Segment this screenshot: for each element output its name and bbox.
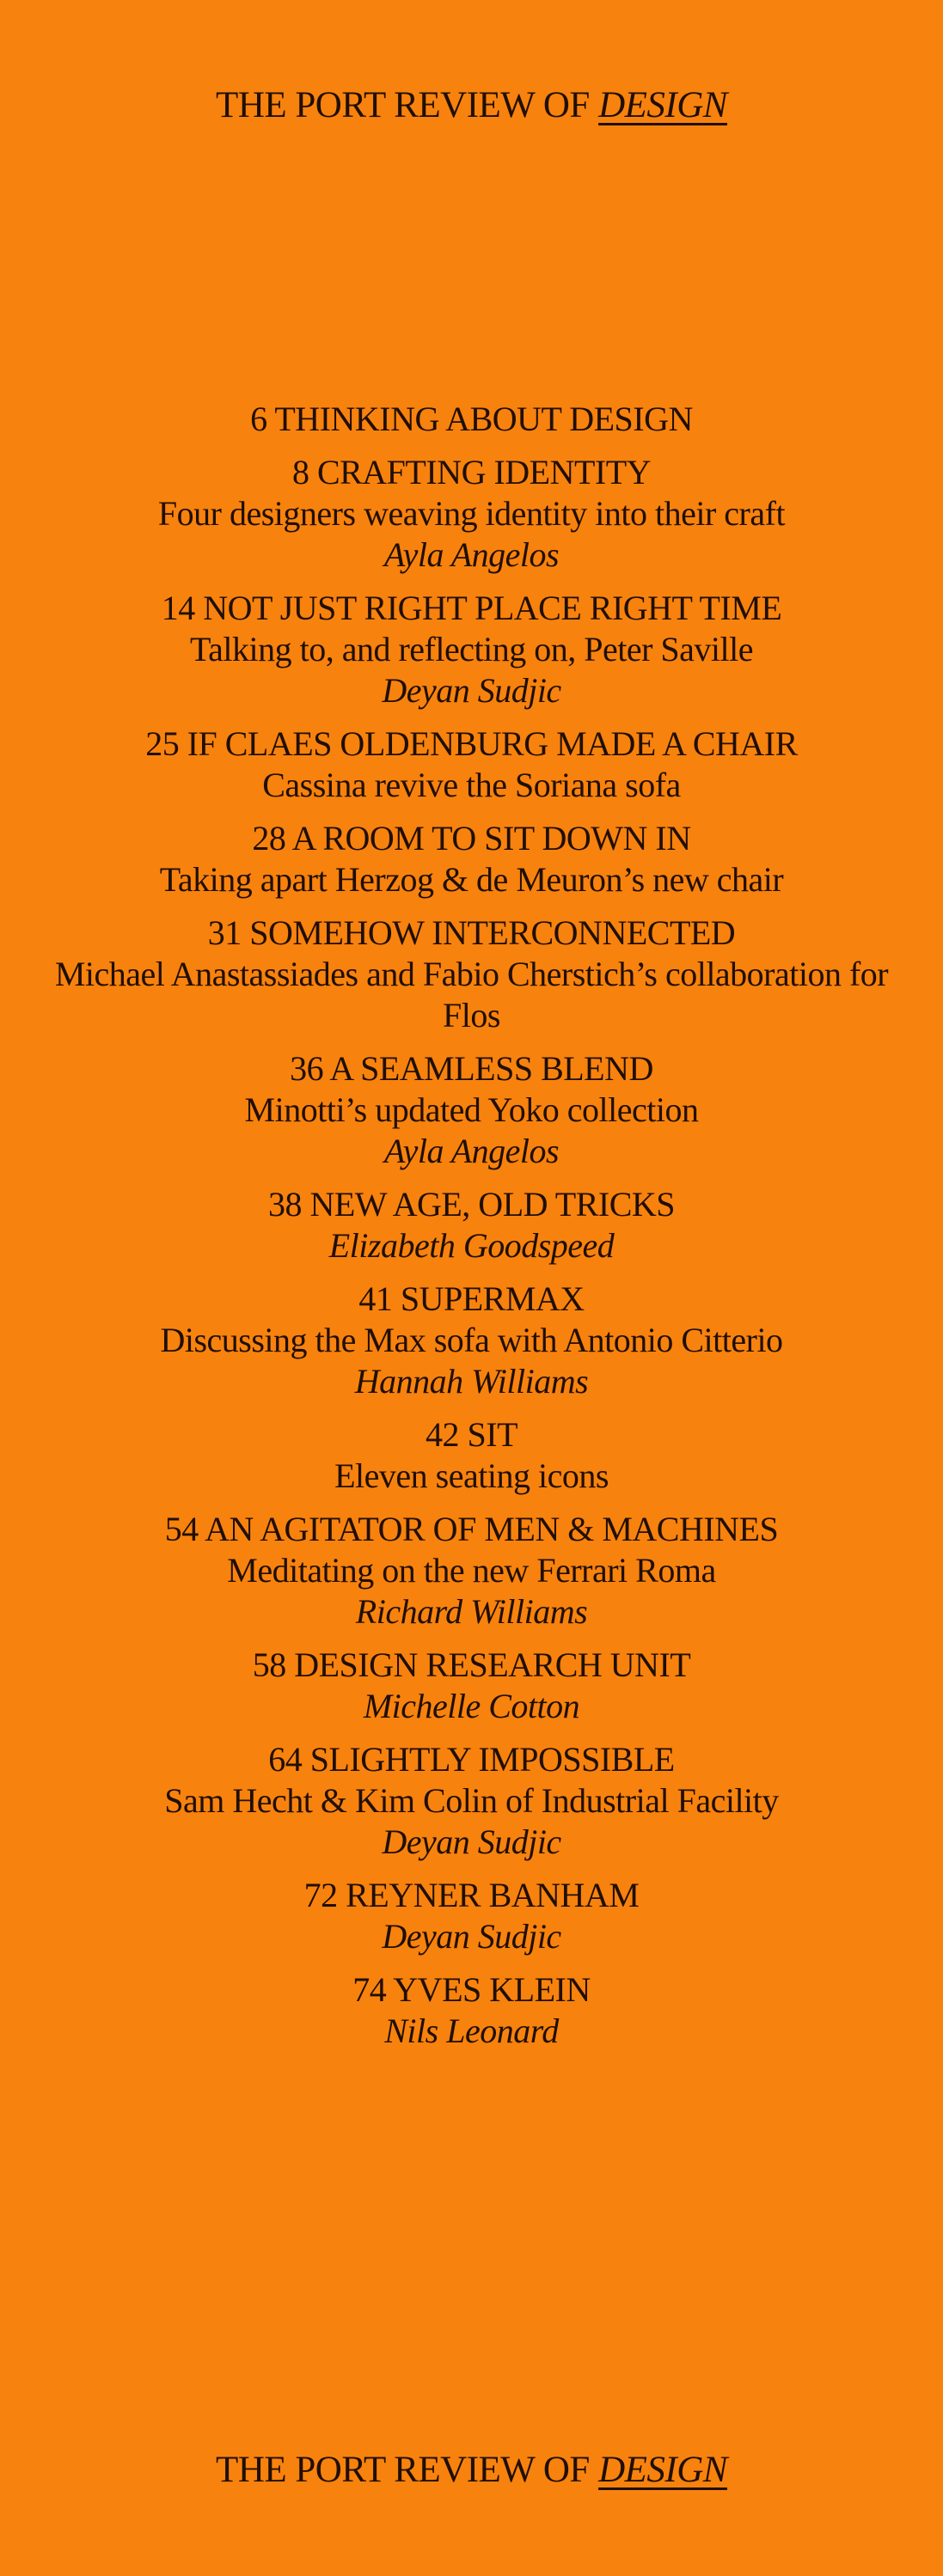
entry-page-number: 58 bbox=[252, 1645, 286, 1684]
entry-heading bbox=[51, 1509, 893, 1550]
entry-page-number: 36 bbox=[290, 1049, 324, 1088]
toc-entry bbox=[51, 1184, 893, 1267]
toc-entry bbox=[51, 723, 893, 806]
entry-page-number: 74 bbox=[352, 1970, 387, 2009]
entry-heading bbox=[51, 1048, 893, 1090]
entry-heading bbox=[51, 588, 893, 629]
entry-heading bbox=[51, 1414, 893, 1456]
entry-title: AN AGITATOR OF MEN & MACHINES bbox=[205, 1510, 779, 1548]
entry-title: IF CLAES OLDENBURG MADE A CHAIR bbox=[187, 724, 798, 763]
entry-description: Minotti’s updated Yoko collection bbox=[244, 1090, 699, 1129]
entry-page-number: 64 bbox=[268, 1740, 303, 1779]
entry-author: Nils Leonard bbox=[384, 2011, 559, 2050]
header-design-link[interactable]: DESIGN bbox=[598, 85, 727, 125]
toc-entry bbox=[51, 1048, 893, 1172]
entry-heading bbox=[51, 452, 893, 493]
toc-entry bbox=[51, 1645, 893, 1727]
entry-description: Four designers weaving identity into their craft bbox=[157, 494, 786, 533]
entry-author: Ayla Angelos bbox=[383, 1132, 560, 1170]
entry-title: SLIGHTLY IMPOSSIBLE bbox=[309, 1740, 675, 1779]
entry-page-number: 41 bbox=[358, 1279, 393, 1318]
page-footer bbox=[0, 2451, 943, 2488]
entry-title: YVES KLEIN bbox=[393, 1970, 591, 2009]
entry-title: THINKING ABOUT DESIGN bbox=[274, 400, 693, 438]
entry-author: Elizabeth Goodspeed bbox=[328, 1226, 615, 1265]
entry-page-number: 31 bbox=[207, 913, 242, 952]
entry-page-number: 14 bbox=[161, 589, 195, 627]
entry-page-number: 38 bbox=[267, 1185, 302, 1224]
entry-author: Richard Williams bbox=[355, 1592, 588, 1631]
toc-entry bbox=[51, 452, 893, 576]
entry-heading bbox=[51, 723, 893, 765]
entry-author: Deyan Sudjic bbox=[382, 1917, 561, 1956]
entry-author: Hannah Williams bbox=[354, 1362, 589, 1401]
entry-description: Sam Hecht & Kim Colin of Industrial Facility bbox=[164, 1781, 779, 1820]
entry-description: Eleven seating icons bbox=[334, 1456, 609, 1495]
entry-heading bbox=[51, 913, 893, 954]
entry-page-number: 28 bbox=[252, 819, 286, 858]
entry-title: REYNER BANHAM bbox=[346, 1876, 640, 1914]
entry-title: SOMEHOW INTERCONNECTED bbox=[249, 913, 736, 952]
entry-description: Discussing the Max sofa with Antonio Citterio bbox=[160, 1321, 783, 1359]
entry-title: A ROOM TO SIT DOWN IN bbox=[291, 819, 691, 858]
entry-title: CRAFTING IDENTITY bbox=[316, 453, 652, 491]
entry-description: Michael Anastassiades and Fabio Cherstich’s collaboration for Flos bbox=[54, 955, 889, 1035]
toc-entry bbox=[51, 1739, 893, 1863]
entry-description: Cassina revive the Soriana sofa bbox=[262, 766, 681, 804]
entry-heading bbox=[51, 1184, 893, 1225]
toc-entry bbox=[51, 1414, 893, 1497]
entry-heading bbox=[51, 1739, 893, 1780]
entry-page-number: 8 bbox=[291, 453, 309, 491]
entry-heading bbox=[51, 399, 893, 440]
entry-heading bbox=[51, 1645, 893, 1686]
entry-title: DESIGN RESEARCH UNIT bbox=[294, 1645, 691, 1684]
entry-author: Michelle Cotton bbox=[363, 1687, 580, 1725]
toc-entry bbox=[51, 1279, 893, 1402]
entry-description: Taking apart Herzog & de Meuron’s new chair bbox=[159, 860, 784, 899]
entry-heading bbox=[51, 818, 893, 859]
toc-entry bbox=[51, 1509, 893, 1633]
entry-page-number: 42 bbox=[426, 1415, 459, 1454]
entry-heading bbox=[51, 1875, 893, 1916]
entry-title: NEW AGE, OLD TRICKS bbox=[309, 1185, 676, 1224]
entry-page-number: 72 bbox=[303, 1876, 338, 1914]
entry-title: NOT JUST RIGHT PLACE RIGHT TIME bbox=[203, 589, 782, 627]
toc-entry bbox=[51, 913, 893, 1036]
entry-title: SIT bbox=[467, 1415, 517, 1454]
page-header bbox=[0, 87, 943, 124]
entry-title: A SEAMLESS BLEND bbox=[329, 1049, 653, 1088]
entry-page-number: 54 bbox=[164, 1510, 199, 1548]
entry-title: SUPERMAX bbox=[400, 1279, 585, 1318]
entry-author: Deyan Sudjic bbox=[382, 671, 561, 710]
entry-heading bbox=[51, 1279, 893, 1320]
table-of-contents bbox=[0, 399, 943, 2064]
footer-title-text: THE PORT REVIEW OF bbox=[216, 2450, 590, 2490]
toc-entry bbox=[51, 1969, 893, 2052]
entry-page-number: 6 bbox=[250, 400, 267, 438]
toc-entry bbox=[51, 399, 893, 440]
toc-entry bbox=[51, 818, 893, 900]
entry-author: Ayla Angelos bbox=[383, 535, 560, 574]
toc-entry bbox=[51, 1875, 893, 1957]
entry-author: Deyan Sudjic bbox=[382, 1822, 561, 1861]
footer-design-link[interactable]: DESIGN bbox=[598, 2450, 727, 2490]
entry-heading bbox=[51, 1969, 893, 2011]
toc-entry bbox=[51, 588, 893, 711]
header-title-text: THE PORT REVIEW OF bbox=[216, 85, 590, 125]
entry-description: Talking to, and reflecting on, Peter Saville bbox=[189, 630, 753, 668]
entry-description: Meditating on the new Ferrari Roma bbox=[227, 1551, 716, 1590]
entry-page-number: 25 bbox=[145, 724, 180, 763]
